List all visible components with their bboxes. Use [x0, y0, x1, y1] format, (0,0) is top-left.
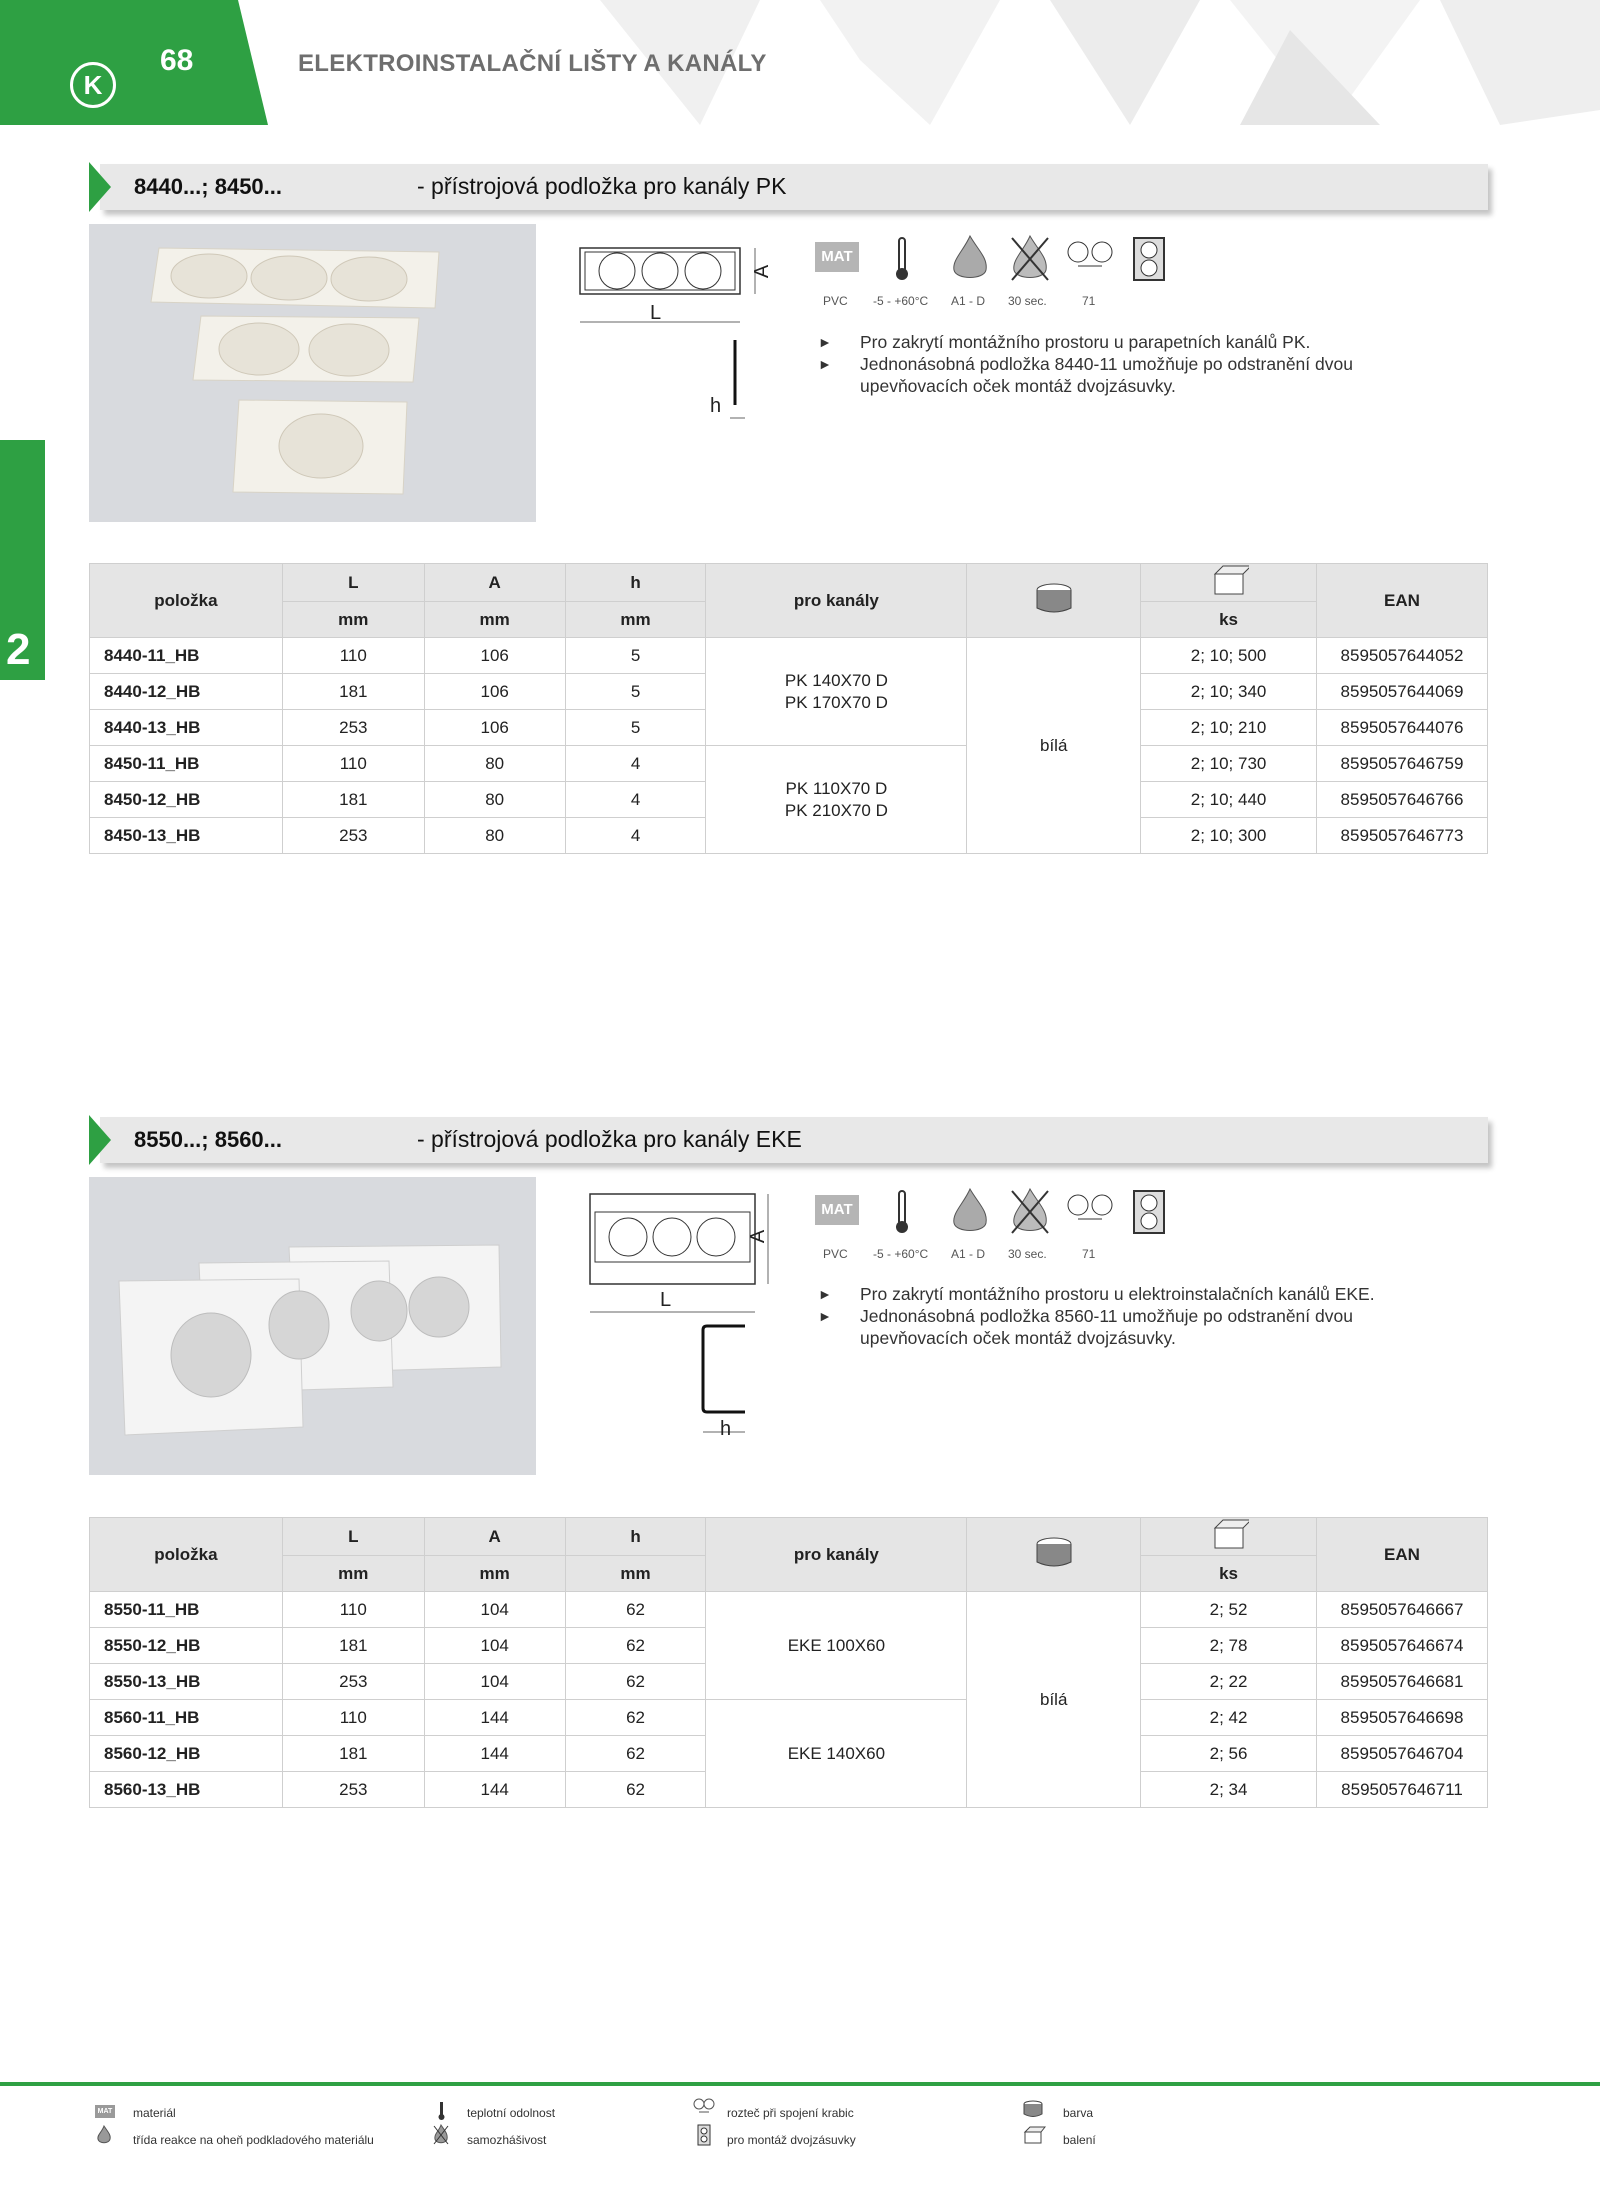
feature-item: ► Pro zakrytí montážního prostoru u parapetních kanálů PK.: [818, 332, 1311, 352]
chapter-number: 2: [6, 625, 31, 674]
color-icon: [967, 1518, 1141, 1592]
color-icon: [967, 564, 1141, 638]
col-header-a: A: [424, 564, 565, 602]
dim-label-h: h: [720, 1418, 732, 1440]
legend-pack: balení: [1063, 2133, 1096, 2147]
self-extinguishing-icon: [1008, 1185, 1052, 1237]
box-spacing-icon: [693, 2098, 715, 2114]
col-header-ean: EAN: [1316, 1518, 1487, 1592]
unit-pack: ks: [1141, 602, 1317, 638]
col-header-h: h: [565, 564, 706, 602]
spacing-value: 71: [1082, 1247, 1096, 1261]
chapter-title: ELEKTROINSTALAČNÍ LIŠTY A KANÁLY: [298, 50, 767, 77]
legend-temperature: teplotní odolnost: [467, 2106, 556, 2120]
product-description: - přístrojová podložka pro kanály PK: [417, 173, 787, 199]
material-icon: MAT: [815, 242, 859, 272]
product-photo: [89, 224, 536, 522]
footer-rule: [0, 2082, 1600, 2086]
table-row: 8550-11_HB 110 104 62 EKE 100X60 bílá 2; 52 8595057646667: [90, 1592, 1488, 1628]
self-extinguishing-icon: [1008, 232, 1052, 284]
box-spacing-icon: [1065, 1193, 1115, 1223]
feature-item: ► Pro zakrytí montážního prostoru u elektroinstalačních kanálů EKE.: [818, 1284, 1375, 1304]
channel-group: PK 140X70 D PK 170X70 D: [706, 638, 967, 746]
unit-a: mm: [424, 1556, 565, 1592]
table-row: 8440-13_HB 253 106 5 2; 10; 210 8595057644076: [90, 710, 1488, 746]
product-code: 8550...; 8560...: [134, 1127, 282, 1152]
feature-list: [818, 1283, 1375, 1349]
table-row: 8560-13_HB 253 144 62 2; 34 8595057646711: [90, 1772, 1488, 1808]
pack-icon: [1141, 564, 1317, 602]
page-number-tab: [0, 0, 270, 125]
table-row: 8560-11_HB 110 144 62 EKE 140X60 2; 42 8595057646698: [90, 1700, 1488, 1736]
unit-h: mm: [565, 1556, 706, 1592]
flame-icon: [96, 2125, 112, 2145]
page-number: 68: [160, 44, 194, 77]
product-code: 8440...; 8450...: [134, 174, 282, 199]
color-value: bílá: [967, 1592, 1141, 1808]
reaction-value: A1 - D: [951, 294, 986, 308]
double-socket-icon: [1132, 1189, 1166, 1235]
pack-icon: [1141, 1518, 1317, 1556]
color-icon: [1022, 2100, 1044, 2118]
feature-item-continuation: upevňovacích oček montáž dvojzásuvky.: [860, 376, 1176, 396]
thermometer-icon: [893, 236, 913, 282]
thermometer-icon: [893, 1189, 913, 1235]
reaction-value: A1 - D: [951, 1247, 986, 1261]
double-socket-icon: [1132, 236, 1166, 282]
dim-label-a: A: [747, 1229, 770, 1244]
temperature-value: -5 - +60°C: [873, 294, 929, 308]
table-row: 8440-11_HB 110 106 5 PK 140X70 D PK 170X70 D bílá 2; 10; 500 8595057644052: [90, 638, 1488, 674]
feature-item: ► Jednonásobná podložka 8440-11 umožňuje po odstranění dvou: [818, 354, 1353, 374]
legend-material: materiál: [133, 2106, 176, 2120]
unit-l: mm: [282, 1556, 424, 1592]
dim-label-l: L: [660, 1289, 672, 1311]
table-row: 8440-12_HB 181 106 5 2; 10; 340 8595057644069: [90, 674, 1488, 710]
product-table: [89, 1517, 1488, 1808]
thermometer-icon: [437, 2101, 447, 2121]
dim-label-a: A: [751, 264, 774, 279]
feature-item-continuation: upevňovacích oček montáž dvojzásuvky.: [860, 1328, 1176, 1348]
col-header-item: položka: [90, 1518, 283, 1592]
table-row: 8450-13_HB 253 80 4 2; 10; 300 8595057646773: [90, 818, 1488, 854]
feature-list: [818, 331, 1353, 397]
feature-item: ► Jednonásobná podložka 8560-11 umožňuje po odstranění dvou: [818, 1306, 1353, 1326]
channel-group: EKE 140X60: [706, 1700, 967, 1808]
legend-color: barva: [1063, 2106, 1094, 2120]
channel-group: PK 110X70 D PK 210X70 D: [706, 746, 967, 854]
table-row: 8550-13_HB 253 104 62 2; 22 8595057646681: [90, 1664, 1488, 1700]
col-header-item: položka: [90, 564, 283, 638]
legend-spacing: rozteč při spojení krabic: [727, 2106, 854, 2120]
table-row: 8450-11_HB 110 80 4 PK 110X70 D PK 210X70 D 2; 10; 730 8595057646759: [90, 746, 1488, 782]
table-row: 8560-12_HB 181 144 62 2; 56 8595057646704: [90, 1736, 1488, 1772]
col-header-l: L: [282, 1518, 424, 1556]
unit-pack: ks: [1141, 1556, 1317, 1592]
product-description: - přístrojová podložka pro kanály EKE: [417, 1126, 802, 1152]
table-row: 8450-12_HB 181 80 4 2; 10; 440 8595057646766: [90, 782, 1488, 818]
col-header-a: A: [424, 1518, 565, 1556]
col-header-h: h: [565, 1518, 706, 1556]
spacing-value: 71: [1082, 294, 1096, 308]
self-extinguishing-value: 30 sec.: [1008, 1247, 1047, 1261]
col-header-l: L: [282, 564, 424, 602]
product-table: [89, 563, 1488, 854]
dimension-drawing: [575, 240, 775, 430]
col-header-ean: EAN: [1316, 564, 1487, 638]
material-value: PVC: [823, 1247, 848, 1261]
unit-l: mm: [282, 602, 424, 638]
table-row: 8550-12_HB 181 104 62 2; 78 8595057646674: [90, 1628, 1488, 1664]
legend-self-extinguishing: samozhášivost: [467, 2133, 547, 2147]
unit-a: mm: [424, 602, 565, 638]
color-value: bílá: [967, 638, 1141, 854]
dim-label-l: L: [650, 302, 662, 324]
flame-icon: [948, 234, 992, 284]
col-header-channels: pro kanály: [706, 1518, 967, 1592]
col-header-channels: pro kanály: [706, 564, 967, 638]
legend-reaction: třída reakce na oheň podkladového materiálu: [133, 2133, 374, 2147]
product-photo: [89, 1177, 536, 1475]
double-socket-icon: [697, 2124, 711, 2146]
channel-group: EKE 100X60: [706, 1592, 967, 1700]
material-value: PVC: [823, 294, 848, 308]
self-extinguishing-icon: [432, 2124, 450, 2146]
brand-logo: K: [70, 62, 116, 108]
box-spacing-icon: [1065, 240, 1115, 270]
material-icon: MAT: [95, 2105, 115, 2118]
unit-h: mm: [565, 602, 706, 638]
pack-icon: [1022, 2126, 1046, 2144]
flame-icon: [948, 1187, 992, 1237]
dim-label-h: h: [710, 395, 722, 417]
material-icon: MAT: [815, 1195, 859, 1225]
self-extinguishing-value: 30 sec.: [1008, 294, 1047, 308]
section-bar: [100, 164, 1488, 210]
temperature-value: -5 - +60°C: [873, 1247, 929, 1261]
legend-double-socket: pro montáž dvojzásuvky: [727, 2133, 856, 2147]
